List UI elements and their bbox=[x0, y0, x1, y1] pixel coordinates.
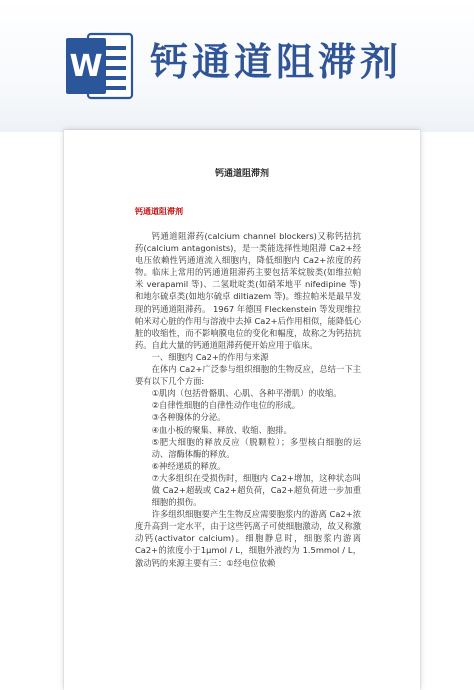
document-body bbox=[135, 230, 361, 569]
document-subtitle: 钙通道阻滞剂 bbox=[135, 207, 183, 216]
list-item: ⑥神经递质的释放。 bbox=[151, 460, 226, 471]
word-logo-letter: W bbox=[69, 49, 103, 84]
list-item: ②自律性细胞的自律性动作电位的形成。 bbox=[151, 400, 301, 411]
document-title: 钙通道阻滞剂 bbox=[214, 169, 269, 179]
word-doc-icon bbox=[66, 28, 134, 104]
header-banner bbox=[0, 0, 474, 132]
list-item: ③各种腺体的分泌。 bbox=[151, 412, 226, 423]
list-item: ⑦大多组织在受损伤时，细胞内 Ca2+增加，这种状态叫做 Ca2+超载或 Ca2+超负荷，Ca2+超负荷进一步加重细胞的损伤。 bbox=[151, 472, 361, 508]
list-item: ①肌肉（包括骨骼肌、心肌、各种平滑肌）的收缩。 bbox=[151, 388, 342, 399]
section-heading: 一、细胞内 Ca2+的作用与来源 bbox=[151, 351, 269, 362]
paragraph: 在体内 Ca2+广泛参与组织细胞的生物反应，总结一下主要有以下几个方面: bbox=[135, 364, 361, 387]
list-item: ④血小板的聚集、释放、收缩、胞排。 bbox=[151, 424, 292, 435]
banner-title: 钙通道阻滞剂 bbox=[150, 40, 403, 84]
intro-paragraph: 钙通道阻滞药(calcium channel blockers)又称钙拮抗药(calcium antagonists)，是一类能选择性地阻滞 Ca2+经电压依赖性钙通道流入细胞内，降低细胞内 Ca2+浓度的药物。临床上常用的钙通道阻滞药主要包括苯烷胺类(如维拉帕米 verapamil 等)、二氢吡啶类(如硝苯地平 nifedipine 等)和地尔硫卓类(如地尔硫卓 diltiazem 等)。维拉帕米是最早发现的钙通道阻滞药。 1967 年德国 Fleckenstein 等发现维拉帕米对心脏的作用与溶液中去掉 Ca2+后作用相似，能降低心脏的收缩性，而不影响膜电位的变化和幅度，故称之为钙拮抗药。自此大量的钙通道阻滞药便开始应用于临床。 bbox=[135, 231, 361, 350]
document-page bbox=[64, 130, 420, 690]
list-item: ⑤肥大细胞的释放反应（脱颗粒）；多型核白细胞的运动、溶酶体酶的释放。 bbox=[151, 436, 361, 459]
paragraph: 许多组织细胞要产生生物反应需要胞浆内的游离 Ca2+浓度升高到一定水平，由于这些钙离子可使细胞激动，故又称激动钙(activator calcium)。细胞静息时，细胞浆内游离 Ca2+的浓度小于1μmol / L，细胞外液约为 1.5mmol / L，激动钙的来源主要有三：①经电位依赖 bbox=[135, 509, 361, 568]
